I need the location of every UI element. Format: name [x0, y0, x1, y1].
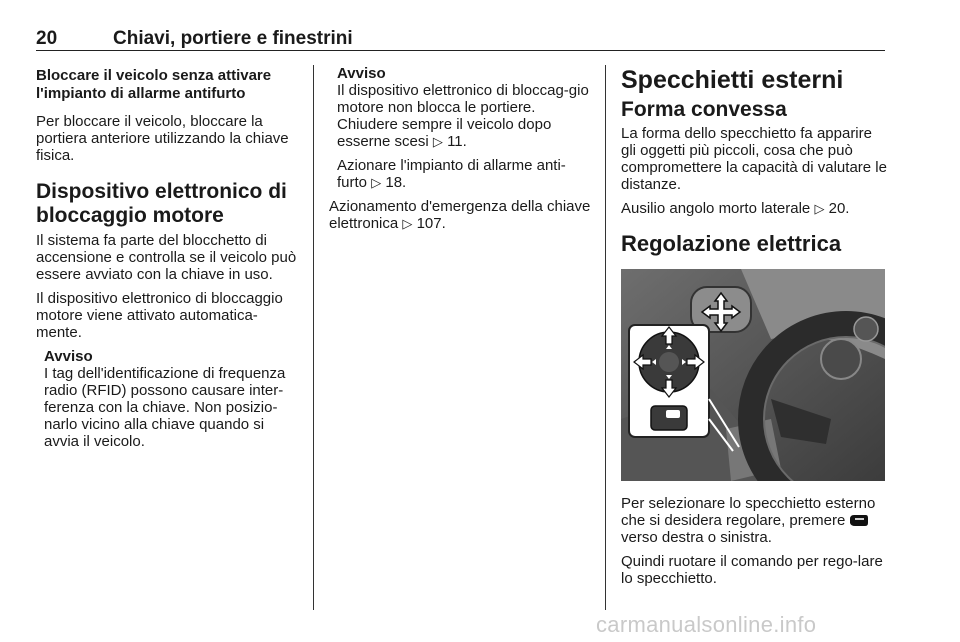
- note-paragraph-lock-doors: [337, 82, 591, 150]
- mirror-selector-icon: [849, 514, 869, 528]
- paragraph-convex: La forma dello specchietto fa apparire gli oggetti più piccoli, cosa che può compromettere la capacità di valutare le distanze.: [621, 125, 887, 193]
- note-text: Il dispositivo elettronico di bloccag-gio motore non blocca le portiere. Chiudere sempre il veicolo dopo esserne scesi: [337, 82, 589, 150]
- reference-arrow-icon: ▷: [432, 134, 443, 149]
- note-title: Avviso: [44, 348, 93, 365]
- note-immobilizer: [329, 65, 591, 191]
- paragraph-text: verso destra o sinistra.: [621, 529, 772, 546]
- paragraph-text: Per selezionare lo specchietto esterno che si desidera regolare, premere: [621, 495, 876, 529]
- paragraph-lock-physical-key: Per bloccare il veicolo, bloccare la portiera anteriore utilizzando la chiave fisica.: [36, 113, 289, 164]
- heading-electric-adjust: Regolazione elettrica: [621, 231, 842, 256]
- watermark: carmanualsonline.info: [596, 612, 817, 637]
- note-text: I tag dell'identificazione di frequenza radio (RFID) possono causare inter-ferenza con la chiave. Non posizio-narlo vicino alla chiave quando si avvia il veicolo.: [44, 365, 286, 450]
- header-rule: [36, 50, 885, 51]
- paragraph-select-mirror: [621, 495, 887, 546]
- reference-arrow-icon: ▷: [371, 175, 382, 190]
- column-divider-1: [313, 65, 314, 610]
- paragraph-blind-spot: [621, 200, 887, 217]
- section-title-mirrors: Specchietti esterni: [621, 66, 844, 94]
- paragraph-text: Azionamento d'emergenza della chiave elettronica: [329, 198, 591, 232]
- column-left: [36, 65, 300, 457]
- mirror-control-illustration: [621, 269, 885, 481]
- paragraph-text: Ausilio angolo morto laterale: [621, 200, 811, 217]
- paragraph-emergency-key: [329, 198, 591, 232]
- column-divider-2: [605, 65, 606, 610]
- section-header-title: Chiavi, portiere e finestrini: [113, 28, 353, 49]
- page-reference[interactable]: 107.: [416, 215, 446, 232]
- note-text: Azionare l'impianto di allarme anti-furto: [337, 157, 566, 191]
- note-rfid: [36, 348, 300, 450]
- heading-convex: Forma convessa: [621, 98, 787, 121]
- note-title: Avviso: [337, 65, 386, 82]
- note-paragraph-alarm: [337, 157, 591, 191]
- column-middle: [329, 65, 591, 239]
- reference-arrow-icon: ▷: [814, 201, 825, 216]
- page-reference[interactable]: 11.: [447, 133, 467, 150]
- column-right: [621, 65, 887, 594]
- paragraph-rotate-control: Quindi ruotare il comando per rego-lare lo specchietto.: [621, 553, 883, 587]
- paragraph-immobilizer-system: Il sistema fa parte del blocchetto di accensione e controlla se il veicolo può essere avviato con la chiave in uso.: [36, 232, 297, 283]
- paragraph-immobilizer-auto: Il dispositivo elettronico di bloccaggio motore viene attivato automatica-mente.: [36, 290, 283, 341]
- reference-arrow-icon: ▷: [402, 216, 413, 231]
- heading-lock-without-alarm: Bloccare il veicolo senza attivare l'impianto di allarme antifurto: [36, 67, 272, 102]
- page-reference[interactable]: 18.: [385, 174, 407, 191]
- page-reference[interactable]: 20.: [828, 200, 850, 217]
- page-number: 20: [36, 28, 58, 49]
- heading-immobilizer: Dispositivo elettronico di bloccaggio motore: [36, 180, 287, 227]
